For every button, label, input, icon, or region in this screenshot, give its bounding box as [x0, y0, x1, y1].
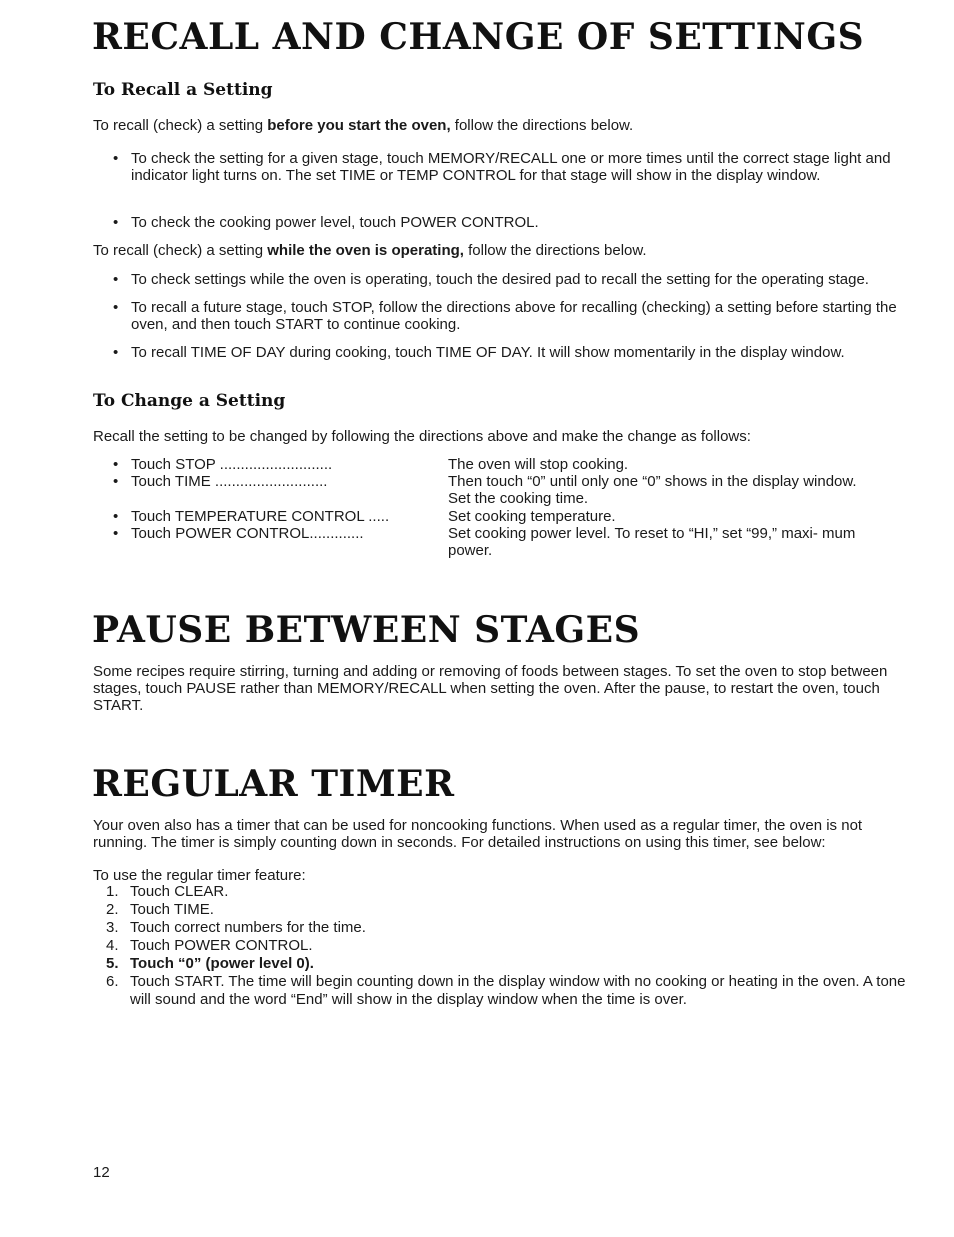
step-text: Touch “0” (power level 0).	[130, 955, 314, 972]
subheading-change-setting: To Change a Setting	[93, 391, 286, 411]
recall-intro-operating	[93, 242, 898, 259]
intro-text: follow the directions below.	[463, 242, 647, 259]
bullet-icon: •	[113, 150, 119, 167]
change-row-desc: Set cooking temperature.	[448, 508, 616, 525]
step-number: 6.	[106, 973, 119, 990]
step-number: 4.	[106, 937, 119, 954]
change-row-desc: Set cooking power level. To reset to “HI,” set “99,” maxi- mum power.	[448, 525, 856, 559]
step-text: Touch correct numbers for the time.	[130, 919, 366, 936]
page-number: 12	[93, 1164, 110, 1181]
list-item	[106, 919, 906, 937]
step-number: 2.	[106, 901, 119, 918]
bullet-icon: •	[113, 271, 119, 288]
change-row-label: Touch TIME ...........................	[131, 473, 328, 490]
list-item	[106, 937, 906, 955]
intro-emphasis: while the oven is operating,	[267, 242, 464, 259]
step-number: 3.	[106, 919, 119, 936]
bullet-icon: •	[113, 473, 119, 490]
list-item	[106, 883, 906, 901]
list-item-text: To check the setting for a given stage, touch MEMORY/RECALL one or more times until the correct stage light and indicator light turns on. The set TIME or TEMP CONTROL for that stage will show in the display window.	[131, 150, 891, 184]
intro-emphasis: before you start the oven,	[267, 117, 451, 134]
list-item-text: To check the cooking power level, touch POWER CONTROL.	[131, 214, 539, 231]
bullet-icon: •	[113, 525, 119, 542]
list-item	[113, 214, 903, 231]
section-title-timer: REGULAR TIMER	[92, 763, 455, 805]
step-text: Touch TIME.	[130, 901, 214, 918]
list-item-text: To check settings while the oven is operating, touch the desired pad to recall the setting for the operating stage.	[131, 271, 869, 288]
bullet-icon: •	[113, 299, 119, 316]
bullet-icon: •	[113, 214, 119, 231]
change-row-desc: The oven will stop cooking.	[448, 456, 629, 473]
timer-body: Your oven also has a timer that can be used for noncooking functions. When used as a regular timer, the oven is not running. The timer is simply counting down in seconds. For detailed instructions on using this timer, see below:	[93, 817, 863, 851]
change-row-label: Touch STOP ...........................	[131, 456, 333, 473]
subheading-recall-setting: To Recall a Setting	[93, 80, 273, 100]
step-text: Touch CLEAR.	[130, 883, 229, 900]
step-text: Touch POWER CONTROL.	[130, 937, 313, 954]
step-number: 1.	[106, 883, 119, 900]
list-item	[113, 299, 903, 333]
timer-steps	[106, 883, 906, 1009]
change-row-label: Touch TEMPERATURE CONTROL .....	[131, 508, 390, 525]
bullet-icon: •	[113, 344, 119, 361]
pause-body: Some recipes require stirring, turning and adding or removing of foods between stages. To set the oven to stop between stages, touch PAUSE rather than MEMORY/RECALL when setting the oven. After the pause, to restart the oven, touch START.	[93, 663, 888, 714]
section-title-recall: RECALL AND CHANGE OF SETTINGS	[92, 16, 865, 58]
list-item	[113, 271, 903, 288]
step-text: Touch START. The time will begin counting down in the display window with no cooking or heating in the oven. A tone will sound and the word “End” will show in the display window when the time is over.	[130, 973, 906, 1008]
list-item-text: To recall TIME OF DAY during cooking, touch TIME OF DAY. It will show momentarily in the display window.	[131, 344, 845, 361]
bullet-icon: •	[113, 456, 119, 473]
recall-intro-before	[93, 117, 898, 134]
change-row-desc: Then touch “0” until only one “0” shows in the display window. Set the cooking time.	[448, 473, 857, 507]
bullet-icon: •	[113, 508, 119, 525]
intro-text: To recall (check) a setting	[93, 242, 268, 259]
list-item	[106, 955, 906, 973]
list-item	[113, 344, 903, 361]
change-intro: Recall the setting to be changed by following the directions above and make the change as follows:	[93, 428, 751, 445]
change-row-label: Touch POWER CONTROL.............	[131, 525, 364, 542]
list-item-text: To recall a future stage, touch STOP, follow the directions above for recalling (checking) a setting before starting the oven, and then touch START to continue cooking.	[131, 299, 897, 333]
list-item	[113, 150, 903, 184]
intro-text: To recall (check) a setting	[93, 117, 268, 134]
timer-intro: To use the regular timer feature:	[93, 867, 306, 884]
step-number: 5.	[106, 955, 119, 972]
section-title-pause: PAUSE BETWEEN STAGES	[92, 609, 641, 651]
list-item	[106, 973, 906, 1009]
intro-text: follow the directions below.	[450, 117, 634, 134]
list-item	[106, 901, 906, 919]
